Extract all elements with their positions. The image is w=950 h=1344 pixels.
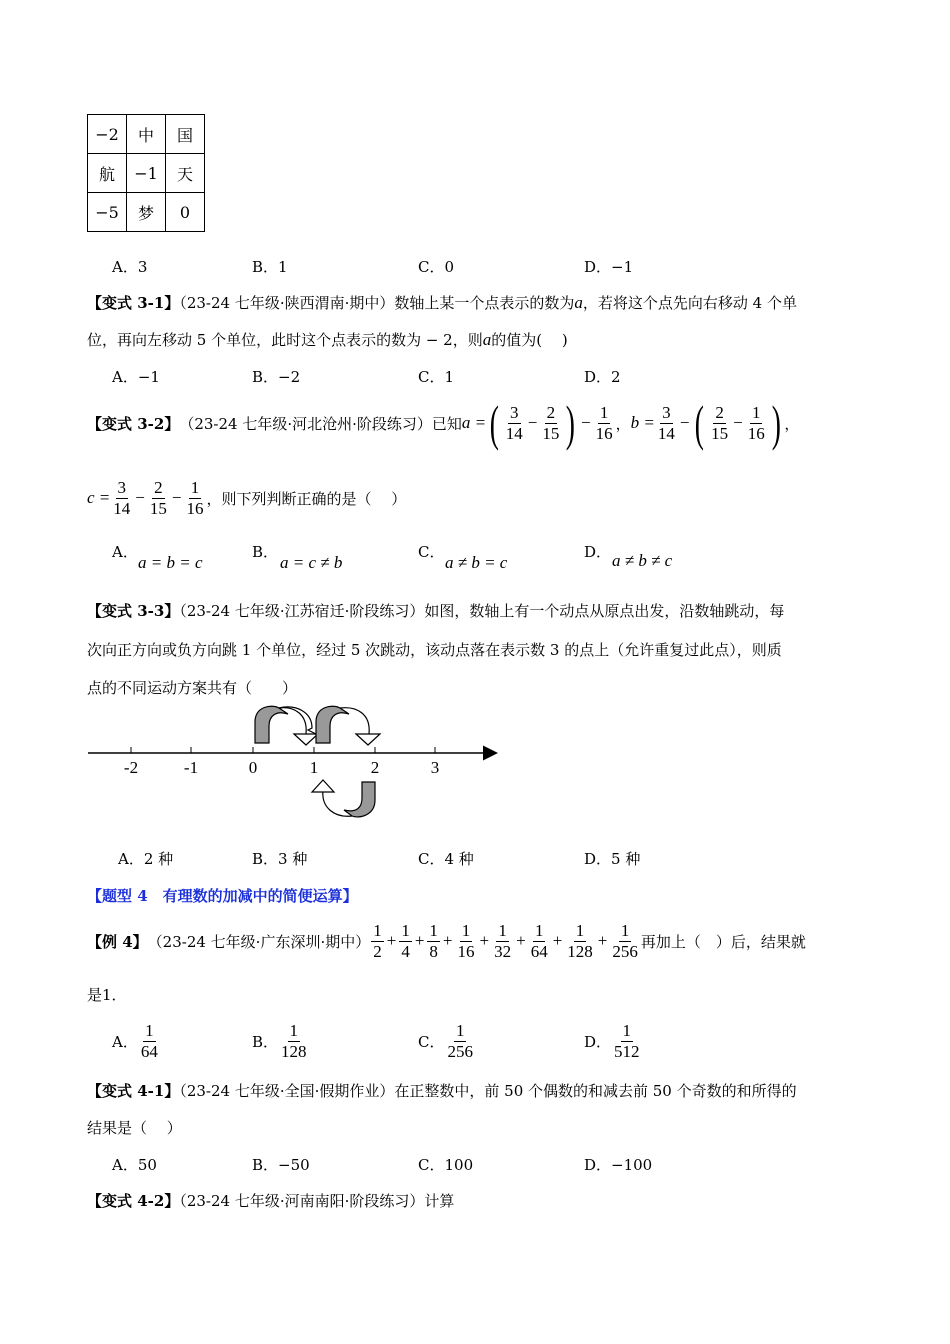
fraction: $\frac{1}{64}$	[530, 920, 548, 961]
number-line-figure	[80, 700, 510, 825]
section-heading: 【题型 4 有理数的加减中的简便运算】	[87, 887, 358, 905]
question-tag: 【例 4】	[87, 932, 148, 951]
question-v33-line1	[87, 600, 784, 621]
option-d: D．5 种	[584, 850, 641, 868]
fraction: $\frac{1}{32}$	[494, 920, 512, 961]
grid-cell: 梦	[127, 193, 166, 232]
fraction: $\frac{2}{15}$	[542, 402, 560, 443]
fraction: $\frac{1}{256}$	[447, 1020, 473, 1061]
axis-label: 1	[309, 758, 319, 777]
question-text: ，若将这个点先向右移动 4 个单	[582, 294, 797, 312]
expr-b-lhs: b =	[630, 413, 655, 432]
option-a: A．−1	[112, 368, 160, 386]
question-tag: 【变式 3-3】	[87, 602, 180, 620]
question-v33-line3: 点的不同运动方案共有（ ）	[87, 679, 298, 697]
option-d: D．−100	[584, 1156, 653, 1174]
question-text: ，则下列判断正确的是（ ）	[206, 489, 407, 508]
question-v41-line2: 结果是（ ）	[87, 1119, 182, 1137]
option-b: B． $\frac{1}{128}$	[252, 1020, 307, 1061]
fraction: $\frac{2}{15}$	[149, 477, 167, 518]
number-grid	[87, 114, 205, 232]
question-source: （23-24 七年级·河北沧州·阶段练习）已知	[179, 414, 462, 433]
fraction: $\frac{3}{14}$	[113, 477, 131, 518]
question-text: （23-24 七年级·江苏宿迁·阶段练习）如图，数轴上有一个动点从原点出发，沿数轴跳动，每	[179, 602, 785, 620]
question-text: 的值为( )	[491, 331, 568, 349]
option-b-label: B．	[252, 543, 279, 561]
axis-label: 2	[370, 758, 380, 777]
fraction: $\frac{1}{512}$	[614, 1020, 640, 1061]
option-b: B．−50	[252, 1156, 310, 1174]
option-a-math: a = b = c	[138, 553, 203, 572]
option-a: A．50	[112, 1156, 157, 1174]
jump-arrow-1-2	[316, 706, 380, 745]
question-text: （23-24 七年级·河南南阳·阶段练习）计算	[179, 1192, 455, 1210]
grid-cell: −1	[127, 154, 166, 193]
grid-cell: 0	[166, 193, 205, 232]
left-paren: (	[695, 395, 705, 451]
fraction: $\frac{1}{64}$	[140, 1020, 158, 1061]
question-source: （23-24 七年级·广东深圳·期中）	[147, 932, 371, 951]
question-text: （23-24 七年级·全国·假期作业）在正整数中，前 50 个偶数的和减去前 50 个奇数的和所得的	[179, 1082, 797, 1100]
option-d: D．−1	[584, 258, 634, 276]
fraction: $\frac{1}{8}$	[429, 920, 438, 961]
option-d: D． $\frac{1}{512}$	[584, 1020, 640, 1061]
option-b: B．−2	[252, 368, 301, 386]
question-source: （23-24 七年级·陕西渭南·期中）	[179, 294, 395, 312]
fraction: $\frac{3}{14}$	[505, 402, 523, 443]
question-tag: 【变式 3-1】	[87, 294, 180, 312]
option-d: D．2	[584, 368, 621, 386]
question-tag: 【变式 3-2】	[87, 414, 180, 433]
question-v33-line2: 次向正方向或负方向跳 1 个单位，经过 5 次跳动，该动点落在表示数 3 的点上（允许重复过此点），则质	[87, 641, 782, 659]
fraction: $\frac{1}{16}$	[457, 920, 475, 961]
option-b-math: a = c ≠ b	[280, 553, 343, 572]
option-c: C． $\frac{1}{256}$	[418, 1020, 473, 1061]
option-c-label: C．	[418, 543, 445, 561]
expr-c-lhs: c =	[87, 488, 111, 507]
question-v41-line1	[87, 1080, 797, 1101]
ticks	[131, 747, 435, 753]
variable-a: a	[482, 330, 492, 349]
expr-a-lhs: a =	[461, 413, 487, 432]
fraction: $\frac{1}{128}$	[567, 920, 593, 961]
option-c: C．4 种	[418, 850, 474, 868]
jump-arrow-0-1	[255, 706, 318, 745]
axis-label: -2	[123, 758, 139, 777]
question-v31-line2	[87, 329, 568, 350]
fraction: $\frac{1}{256}$	[612, 920, 638, 961]
question-text: 位，再向左移动 5 个单位，此时这个点表示的数为 − 2，则	[87, 331, 483, 349]
option-c: C．100	[418, 1156, 474, 1174]
fraction: $\frac{1}{2}$	[373, 920, 382, 961]
option-a: A．2 种	[118, 850, 174, 868]
right-paren: )	[771, 395, 781, 451]
grid-row	[88, 193, 205, 232]
option-a: A． $\frac{1}{64}$	[112, 1020, 158, 1061]
left-paren: (	[489, 395, 500, 451]
option-c: C．1	[418, 368, 455, 386]
question-tag: 【变式 4-1】	[87, 1082, 180, 1100]
question-v42	[87, 1190, 454, 1211]
variable-a: a	[574, 293, 583, 312]
right-paren: )	[566, 395, 576, 451]
grid-row	[88, 154, 205, 193]
grid-cell: 国	[166, 115, 205, 154]
question-tag: 【变式 4-2】	[87, 1192, 180, 1210]
question-text: 数轴上某一个点表示的数为	[394, 294, 575, 312]
fraction: $\frac{1}{16}$	[595, 402, 613, 443]
question-v32-line1: 【变式 3-2】 （23-24 七年级·河北沧州·阶段练习）已知 a = ( $\frac{3}{14}$ − $\frac{2}{15}$ ) − $\frac{1}{16}$ ， b = $\frac{3}{14}$ − ( $\frac{2}{15}$ − $\frac{1}{16}$ ) ，	[87, 395, 800, 451]
option-a: A．3	[112, 258, 148, 276]
question-ex4-line1: 【例 4】 （23-24 七年级·广东深圳·期中） $\frac{1}{2}$ + $\frac{1}{4}$ + $\frac{1}{8}$ + $\frac{1}{16}$ + $\frac{1}{32}$ + $\frac{1}{64}$ + $\frac{1}{128}$ + $\frac{1}{256}$ 再加上（ ）后，结果就	[87, 920, 806, 961]
option-c-math: a ≠ b = c	[445, 553, 508, 572]
grid-row	[88, 115, 205, 154]
grid-cell: −2	[88, 115, 127, 154]
axis-label: 3	[430, 758, 440, 777]
fraction: $\frac{3}{14}$	[657, 402, 675, 443]
option-a-label: A．	[112, 543, 138, 561]
axis-label: 0	[248, 758, 258, 777]
option-d-math: a ≠ b ≠ c	[612, 551, 673, 570]
grid-cell: 天	[166, 154, 205, 193]
option-b: B．1	[252, 258, 288, 276]
option-c: C．0	[418, 258, 455, 276]
question-v31-line1	[87, 292, 797, 313]
grid-cell: 航	[88, 154, 127, 193]
axis-label: -1	[183, 758, 199, 777]
grid-cell: 中	[127, 115, 166, 154]
fraction: $\frac{1}{16}$	[186, 477, 204, 518]
grid-cell: −5	[88, 193, 127, 232]
fraction: $\frac{1}{4}$	[401, 920, 410, 961]
jump-arrow-2-1	[312, 780, 375, 817]
question-v32-line2: c = $\frac{3}{14}$ − $\frac{2}{15}$ − $\frac{1}{16}$ ，则下列判断正确的是（ ）	[87, 477, 407, 518]
fraction: $\frac{2}{15}$	[711, 402, 729, 443]
fraction: $\frac{1}{16}$	[747, 402, 765, 443]
fraction: $\frac{1}{128}$	[281, 1020, 307, 1061]
question-text: 再加上（ ）后，结果就	[640, 932, 806, 951]
option-b: B．3 种	[252, 850, 308, 868]
option-d-label: D．	[584, 543, 612, 561]
question-ex4-line2: 是1．	[87, 986, 127, 1004]
